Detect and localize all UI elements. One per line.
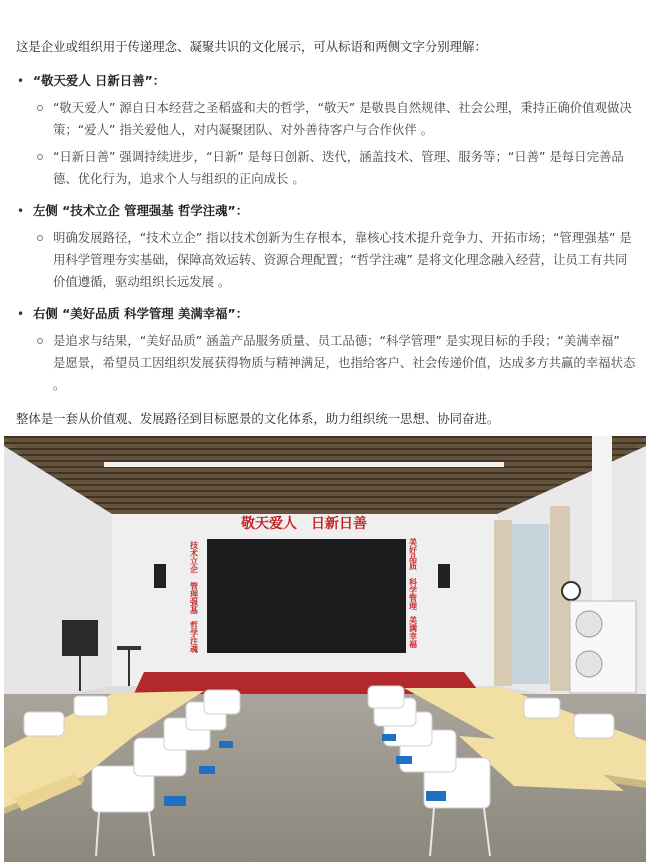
point-list: [33, 97, 636, 190]
meeting-room-photo: [4, 436, 646, 862]
window: [509, 524, 549, 684]
bullet-icon: •: [17, 204, 25, 218]
right-slogan-columns: [408, 537, 418, 649]
point-item: [33, 97, 636, 141]
summary-text: 整体是一套从价值观、发展路径到目标愿景的文化体系，助力组织统一思想、协同奋进。: [16, 411, 500, 426]
circle-bullet-icon: [37, 105, 43, 111]
speaker: [438, 564, 450, 588]
section-title: 左侧 “技术立企 管理强基 哲学注魂”：: [33, 203, 249, 218]
section-title: 右侧 “美好品质 科学管理 美满幸福”：: [33, 306, 249, 321]
point-text: “敬天爱人” 源自日本经营之圣稻盛和夫的哲学，“敬天” 是敬畏自然规律、社会公理，秉持正确价值观做决策；“爱人” 指关爱他人，对内凝聚团队、对外善待客户与合作伙伴 。: [53, 100, 632, 137]
ceiling-light: [104, 462, 504, 467]
point-list: [33, 330, 636, 396]
point-list: [33, 227, 636, 293]
right-column-text: 美满幸福: [408, 616, 418, 648]
section-item: [16, 303, 636, 396]
bullet-icon: •: [17, 307, 25, 321]
right-column-text: 美好品质: [408, 538, 418, 570]
section-item: [16, 70, 636, 190]
left-column-text: 管理强基: [189, 582, 199, 614]
point-text: 明确发展路径，“技术立企” 指以技术创新为生存根本，靠核心技术提升竞争力、开拓市场；“管理强基” 是用科学管理夯实基础，保障高效运转、资源合理配置；“哲学注魂” 是将文化理念融入经营，让员工有共同价值遵循，驱动组织长远发展 。: [53, 230, 632, 289]
circle-bullet-icon: [37, 338, 43, 344]
bullet-icon: •: [17, 74, 25, 88]
left-column-text: 哲学注魂: [189, 621, 199, 653]
point-item: [33, 146, 636, 190]
circle-bullet-icon: [37, 154, 43, 160]
circle-bullet-icon: [37, 235, 43, 241]
point-text: 是追求与结果，“美好品质” 涵盖产品服务质量、员工品德；“科学管理” 是实现目标的手段；“美满幸福” 是愿景，希望员工因组织发展获得物质与精神满足，也指给客户、社会传递价值，达成多方共赢的幸福状态 。: [53, 333, 636, 392]
intro-text: 这是企业或组织用于传递理念、凝聚共识的文化展示，可从标语和两侧文字分别理解：: [16, 39, 487, 54]
article: [0, 0, 650, 430]
left-slogan-columns: [189, 540, 199, 654]
speaker: [154, 564, 166, 588]
section-list: [16, 70, 636, 396]
point-item: [33, 227, 636, 293]
wall-banner: 敬天爱人 日新日善: [241, 516, 367, 532]
point-item: [33, 330, 636, 396]
point-text: “日新日善” 强调持续进步，“日新” 是每日创新、迭代，涵盖技术、管理、服务等；“日善” 是每日完善品德、优化行为，追求个人与组织的正向成长 。: [53, 149, 624, 186]
led-screen: [207, 539, 406, 653]
section-title: “敬天爱人 日新日善”：: [33, 73, 166, 88]
section-item: [16, 200, 636, 293]
tv-monitor: [62, 620, 98, 656]
clock-icon: [562, 582, 580, 600]
right-column-text: 科学管理: [408, 578, 418, 610]
curtain: [494, 520, 512, 686]
left-column-text: 技术立企: [189, 541, 199, 573]
